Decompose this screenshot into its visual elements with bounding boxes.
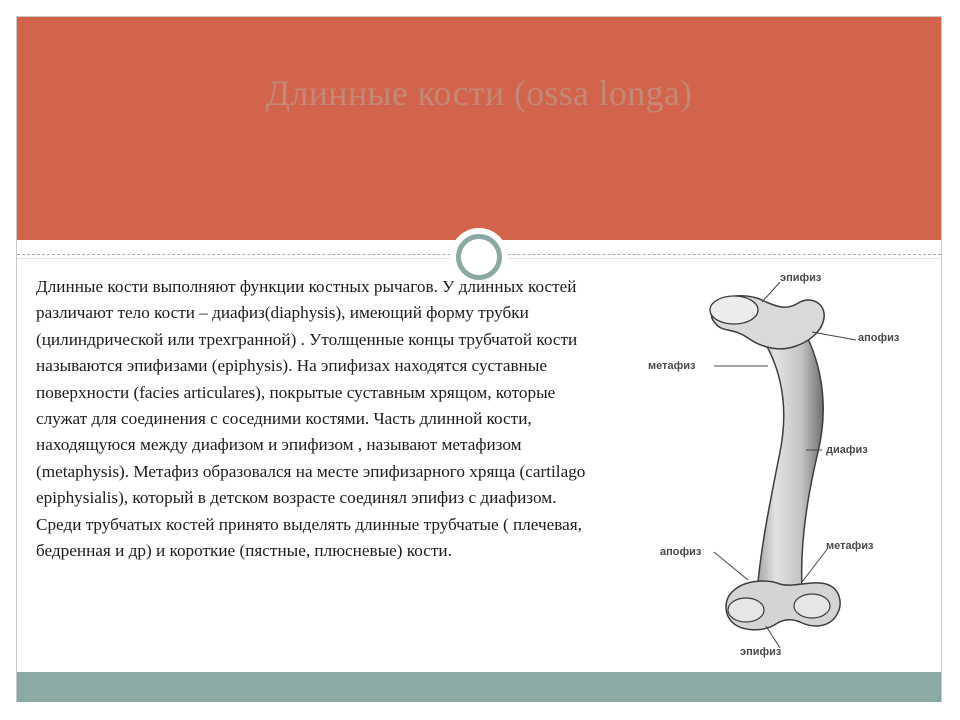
long-bone-illustration <box>630 262 940 672</box>
paragraph-main: Длинные кости выполняют функции костных рычагов. У длинных костей различают тело кости – диафиз(diaphysis), имеющий форму трубки (цилиндрической или трехгранной) . Утолщенные концы трубчатой кости называются эпифизами (epiphysis). На эпифизах находятся суставные поверхности (facies articulares), покрытые суставным хрящом, которые служат для соединения с соседними костями. Часть длинной кости, находящуюся между диафизом и эпифизом , называют метафизом (metaphysis). Метафиз образовался на месте эпифизарного хряща (cartilago epiphysialis), который в детском возрасте соединял эпифиз с диафизом. <box>36 277 586 508</box>
body-text <box>36 274 598 564</box>
label-diaphysis: диафиз <box>826 444 868 456</box>
slide-title: Длинные кости (ossa longa) <box>265 73 693 113</box>
footer-band <box>17 672 941 702</box>
medial-condyle-shape <box>728 598 764 622</box>
title-band <box>17 17 941 240</box>
label-metaphysis-right: метафиз <box>826 540 874 552</box>
paragraph-types: Среди трубчатых костей принято выделять длинные трубчатые ( плечевая, бедренная и др) и короткие (пястные, плюсневые) кости. <box>36 514 582 561</box>
femoral-head-shape <box>710 296 758 324</box>
bone-figure <box>630 262 940 672</box>
label-epiphysis-bottom: эпифиз <box>740 646 782 658</box>
label-apophysis-bottom: апофиз <box>660 546 702 558</box>
lateral-condyle-shape <box>794 594 830 618</box>
label-epiphysis-top: эпифиз <box>780 272 822 284</box>
diaphysis-shape <box>750 322 823 588</box>
label-metaphysis-left: метафиз <box>648 360 696 372</box>
label-apophysis-top: апофиз <box>858 332 900 344</box>
